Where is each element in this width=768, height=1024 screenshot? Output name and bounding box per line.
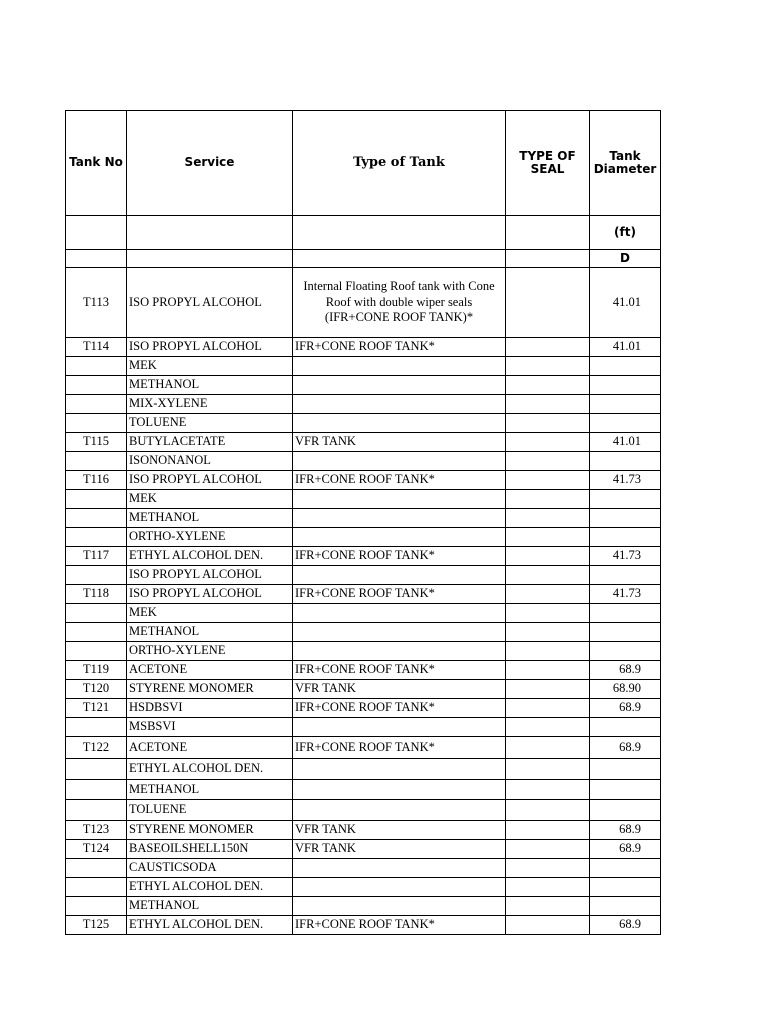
service-cell: ETHYL ALCOHOL DEN. [127, 759, 293, 780]
service-cell: ISO PROPYL ALCOHOL [127, 268, 293, 338]
type-of-seal-cell [506, 878, 590, 897]
type-of-seal-cell [506, 840, 590, 859]
type-of-seal-cell [506, 859, 590, 878]
symbol-row-cell [66, 250, 127, 268]
service-cell: MEK [127, 357, 293, 376]
service-cell: MEK [127, 604, 293, 623]
symbol-row-cell [506, 250, 590, 268]
table-row [66, 471, 661, 490]
type-of-seal-cell [506, 585, 590, 604]
type-of-tank-cell: IFR+CONE ROOF TANK* [293, 916, 506, 935]
tank-no-cell [66, 604, 127, 623]
table-row [66, 780, 661, 800]
tank-no-cell: T124 [66, 840, 127, 859]
service-cell: BUTYLACETATE [127, 433, 293, 452]
type-of-tank-cell: IFR+CONE ROOF TANK* [293, 661, 506, 680]
tank-diameter-cell [590, 604, 661, 623]
tank-no-cell [66, 509, 127, 528]
table-row [66, 759, 661, 780]
tank-table-sheet [65, 110, 661, 935]
type-of-tank-cell [293, 759, 506, 780]
table-row [66, 916, 661, 935]
service-cell: MSBSVI [127, 718, 293, 737]
type-of-seal-cell [506, 780, 590, 800]
type-of-seal-cell [506, 642, 590, 661]
service-cell: MIX-XYLENE [127, 395, 293, 414]
symbol-row [66, 250, 661, 268]
tank-diameter-cell [590, 509, 661, 528]
tank-no-cell [66, 395, 127, 414]
type-of-seal-cell [506, 566, 590, 585]
tank-diameter-cell [590, 878, 661, 897]
unit-row [66, 216, 661, 250]
table-row [66, 604, 661, 623]
type-of-seal-cell [506, 737, 590, 759]
type-of-tank-cell [293, 452, 506, 471]
service-cell: ISONONANOL [127, 452, 293, 471]
service-cell: ORTHO-XYLENE [127, 528, 293, 547]
header-service: Service [127, 111, 293, 216]
type-of-seal-cell [506, 357, 590, 376]
tank-no-cell: T115 [66, 433, 127, 452]
type-of-tank-cell: IFR+CONE ROOF TANK* [293, 338, 506, 357]
tank-diameter-cell: 41.01 [590, 268, 661, 338]
table-row [66, 840, 661, 859]
service-cell: ETHYL ALCOHOL DEN. [127, 916, 293, 935]
type-of-tank-cell [293, 859, 506, 878]
tank-no-cell [66, 528, 127, 547]
service-cell: METHANOL [127, 376, 293, 395]
table-row [66, 800, 661, 821]
tank-no-cell [66, 566, 127, 585]
type-of-seal-cell [506, 800, 590, 821]
table-row [66, 395, 661, 414]
table-row [66, 357, 661, 376]
tank-diameter-cell [590, 376, 661, 395]
type-of-seal-cell [506, 376, 590, 395]
type-of-seal-cell [506, 821, 590, 840]
type-of-seal-cell [506, 490, 590, 509]
type-of-tank-cell [293, 376, 506, 395]
service-cell: METHANOL [127, 897, 293, 916]
table-row [66, 699, 661, 718]
service-cell: STYRENE MONOMER [127, 680, 293, 699]
type-of-seal-cell [506, 528, 590, 547]
type-of-tank-cell [293, 604, 506, 623]
type-of-tank-cell [293, 800, 506, 821]
type-of-tank-cell [293, 357, 506, 376]
type-of-tank-cell [293, 623, 506, 642]
unit-row-cell [127, 216, 293, 250]
tank-no-cell [66, 718, 127, 737]
tank-no-cell [66, 414, 127, 433]
tank-no-cell [66, 357, 127, 376]
tank-no-cell [66, 759, 127, 780]
type-of-tank-cell [293, 566, 506, 585]
tank-diameter-cell [590, 623, 661, 642]
service-cell: ISO PROPYL ALCOHOL [127, 338, 293, 357]
type-of-tank-cell [293, 528, 506, 547]
type-of-tank-cell: VFR TANK [293, 433, 506, 452]
type-of-tank-cell [293, 490, 506, 509]
type-of-seal-cell [506, 661, 590, 680]
service-cell: MEK [127, 490, 293, 509]
service-cell: ISO PROPYL ALCOHOL [127, 566, 293, 585]
service-cell: ACETONE [127, 737, 293, 759]
type-of-seal-cell [506, 916, 590, 935]
type-of-tank-cell [293, 642, 506, 661]
tank-no-cell: T114 [66, 338, 127, 357]
tank-diameter-cell: 68.9 [590, 699, 661, 718]
table-body [66, 268, 661, 935]
tank-diameter-cell [590, 566, 661, 585]
tank-no-cell: T125 [66, 916, 127, 935]
tank-diameter-cell [590, 490, 661, 509]
type-of-seal-cell [506, 680, 590, 699]
service-cell: CAUSTICSODA [127, 859, 293, 878]
type-of-seal-cell [506, 452, 590, 471]
table-row [66, 718, 661, 737]
service-cell: ETHYL ALCOHOL DEN. [127, 547, 293, 566]
table-row [66, 737, 661, 759]
tank-diameter-cell [590, 528, 661, 547]
tank-no-cell: T119 [66, 661, 127, 680]
table-row [66, 642, 661, 661]
tank-diameter-cell [590, 357, 661, 376]
type-of-tank-cell [293, 718, 506, 737]
tank-no-cell: T120 [66, 680, 127, 699]
header-type-of-tank: Type of Tank [293, 111, 506, 216]
tank-no-cell: T121 [66, 699, 127, 718]
service-cell: METHANOL [127, 509, 293, 528]
service-cell: HSDBSVI [127, 699, 293, 718]
table-row [66, 566, 661, 585]
table-row [66, 509, 661, 528]
tank-diameter-cell [590, 452, 661, 471]
tank-no-cell: T117 [66, 547, 127, 566]
type-of-tank-cell: IFR+CONE ROOF TANK* [293, 547, 506, 566]
diameter-unit: (ft) [590, 216, 661, 250]
type-of-seal-cell [506, 547, 590, 566]
tank-no-cell [66, 452, 127, 471]
type-of-tank-cell: VFR TANK [293, 821, 506, 840]
type-of-seal-cell [506, 471, 590, 490]
table-row [66, 452, 661, 471]
tank-diameter-cell: 68.9 [590, 840, 661, 859]
header-tank-diameter: Tank Diameter [590, 111, 661, 216]
tank-no-cell: T123 [66, 821, 127, 840]
tank-diameter-cell: 41.73 [590, 547, 661, 566]
table-row [66, 680, 661, 699]
type-of-tank-cell: IFR+CONE ROOF TANK* [293, 737, 506, 759]
tank-diameter-cell: 41.73 [590, 471, 661, 490]
tank-no-cell [66, 897, 127, 916]
tank-diameter-cell [590, 395, 661, 414]
service-cell: ISO PROPYL ALCOHOL [127, 585, 293, 604]
symbol-row-cell [293, 250, 506, 268]
tank-diameter-cell: 68.9 [590, 916, 661, 935]
service-cell: BASEOILSHELL150N [127, 840, 293, 859]
type-of-seal-cell [506, 623, 590, 642]
tank-no-cell: T122 [66, 737, 127, 759]
type-of-tank-cell: IFR+CONE ROOF TANK* [293, 471, 506, 490]
type-of-seal-cell [506, 509, 590, 528]
tank-diameter-cell [590, 800, 661, 821]
service-cell: METHANOL [127, 780, 293, 800]
table-row [66, 547, 661, 566]
type-of-tank-cell [293, 509, 506, 528]
table-row [66, 338, 661, 357]
unit-row-cell [293, 216, 506, 250]
service-cell: TOLUENE [127, 414, 293, 433]
service-cell: STYRENE MONOMER [127, 821, 293, 840]
header-tank-no: Tank No [66, 111, 127, 216]
header-type-of-seal: TYPE OF SEAL [506, 111, 590, 216]
type-of-tank-cell [293, 395, 506, 414]
table-row [66, 821, 661, 840]
tank-no-cell [66, 859, 127, 878]
type-of-seal-cell [506, 414, 590, 433]
service-cell: METHANOL [127, 623, 293, 642]
unit-row-cell [506, 216, 590, 250]
table-row [66, 585, 661, 604]
type-of-seal-cell [506, 897, 590, 916]
tank-no-cell [66, 642, 127, 661]
tank-diameter-cell [590, 859, 661, 878]
type-of-seal-cell [506, 759, 590, 780]
tank-diameter-cell: 41.01 [590, 433, 661, 452]
table-row [66, 490, 661, 509]
symbol-row-cell [127, 250, 293, 268]
tank-no-cell [66, 623, 127, 642]
type-of-seal-cell [506, 718, 590, 737]
tank-diameter-cell: 68.9 [590, 821, 661, 840]
tank-no-cell [66, 376, 127, 395]
type-of-tank-cell: VFR TANK [293, 680, 506, 699]
service-cell: ACETONE [127, 661, 293, 680]
diameter-symbol: D [590, 250, 661, 268]
unit-row-cell [66, 216, 127, 250]
tank-diameter-cell [590, 642, 661, 661]
type-of-tank-cell [293, 878, 506, 897]
tank-diameter-cell: 41.01 [590, 338, 661, 357]
service-cell: ISO PROPYL ALCOHOL [127, 471, 293, 490]
table-row [66, 878, 661, 897]
type-of-tank-cell [293, 780, 506, 800]
type-of-tank-cell: IFR+CONE ROOF TANK* [293, 699, 506, 718]
tank-no-cell [66, 800, 127, 821]
tank-diameter-cell: 68.9 [590, 661, 661, 680]
tank-diameter-cell [590, 759, 661, 780]
tank-diameter-cell [590, 897, 661, 916]
table-row [66, 528, 661, 547]
table-row [66, 897, 661, 916]
service-cell: ETHYL ALCOHOL DEN. [127, 878, 293, 897]
tank-no-cell: T113 [66, 268, 127, 338]
tank-no-cell: T116 [66, 471, 127, 490]
table-row [66, 433, 661, 452]
table-row [66, 661, 661, 680]
type-of-seal-cell [506, 604, 590, 623]
type-of-seal-cell [506, 433, 590, 452]
tank-no-cell [66, 878, 127, 897]
tank-diameter-cell: 41.73 [590, 585, 661, 604]
type-of-tank-cell: VFR TANK [293, 840, 506, 859]
table-row [66, 859, 661, 878]
tank-no-cell: T118 [66, 585, 127, 604]
service-cell: ORTHO-XYLENE [127, 642, 293, 661]
type-of-tank-cell [293, 414, 506, 433]
table-row [66, 268, 661, 338]
type-of-tank-cell [293, 897, 506, 916]
type-of-seal-cell [506, 395, 590, 414]
table-row [66, 414, 661, 433]
service-cell: TOLUENE [127, 800, 293, 821]
tank-diameter-cell [590, 718, 661, 737]
tank-no-cell [66, 780, 127, 800]
table-row [66, 376, 661, 395]
tank-diameter-cell [590, 414, 661, 433]
tank-diameter-cell [590, 780, 661, 800]
type-of-seal-cell [506, 699, 590, 718]
table-row [66, 623, 661, 642]
tank-diameter-cell: 68.90 [590, 680, 661, 699]
tank-table [65, 110, 661, 935]
tank-diameter-cell: 68.9 [590, 737, 661, 759]
type-of-seal-cell [506, 268, 590, 338]
type-of-seal-cell [506, 338, 590, 357]
tank-no-cell [66, 490, 127, 509]
header-row [66, 111, 661, 216]
type-of-tank-cell: IFR+CONE ROOF TANK* [293, 585, 506, 604]
type-of-tank-cell: Internal Floating Roof tank with Cone Roof with double wiper seals (IFR+CONE ROOF TANK)* [293, 268, 506, 338]
